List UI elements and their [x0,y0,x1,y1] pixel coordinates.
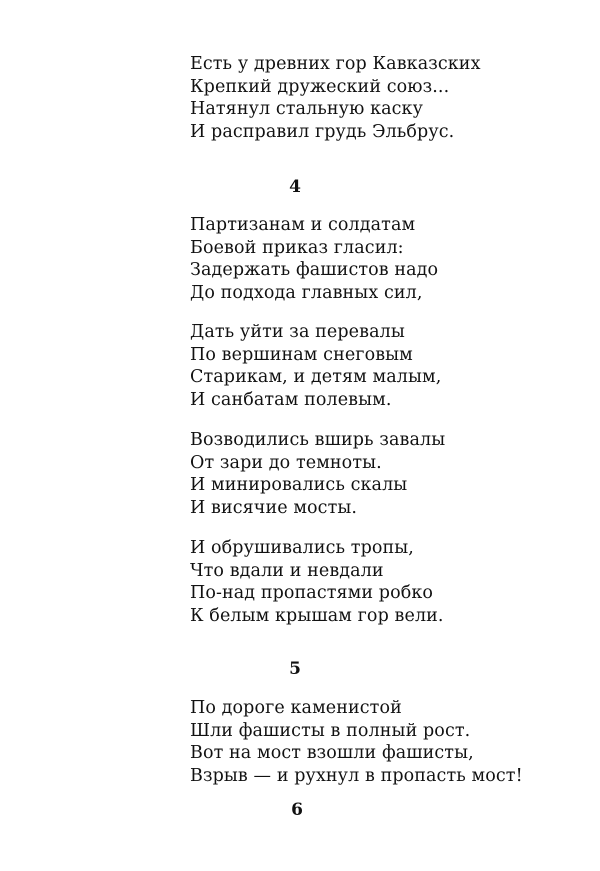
poem-line: К белым крышам гор вели. [190,605,444,626]
poem-line: И минировались скалы [190,475,408,495]
poem-line: Возводились вширь завалы [190,430,446,450]
stanza-4 [190,429,445,519]
poem-line: Дать уйти за перевалы [190,322,405,342]
poem-line: От зари до темноты. [190,452,382,473]
poem-line: И висячие мосты. [190,497,358,518]
stanza-6 [190,697,523,787]
poem-line: Старикам, и детям малым, [190,367,442,387]
stanza-2 [190,214,438,304]
poem-line: И расправил грудь Эльбрус. [190,121,455,142]
poem-line: Есть у древних гор Кавказских [190,54,481,74]
section-number: 5 [289,659,301,679]
poem-line: Крепкий дружеский союз... [190,76,450,97]
stanza-5 [190,537,444,627]
poem-line: И обрушивались тропы, [190,538,414,558]
section-number: 4 [289,177,301,197]
poem-line: И санбатам полевым. [190,389,392,410]
stanza-3 [190,321,441,411]
poem-line: До подхода главных сил, [190,282,423,303]
poem-line: Задержать фашистов надо [190,260,439,280]
stanza-1 [190,53,481,143]
poem-line: Взрыв — и рухнул в пропасть мост! [190,765,523,786]
poem-line: Партизанам и солдатам [190,215,416,235]
poem-line: Шли фашисты в полный рост. [190,720,471,741]
poem-line: Натянул стальную каску [190,99,423,119]
poem-line: По дороге каменистой [190,698,402,718]
page-number: 6 [291,800,303,820]
poem-line: По вершинам снеговым [190,344,413,365]
poem-line: По-над пропастями робко [190,583,434,603]
poem-line: Вот на мост взошли фашисты, [190,743,474,763]
poem-line: Что вдали и невдали [190,560,384,581]
poem-line: Боевой приказ гласил: [190,237,404,258]
